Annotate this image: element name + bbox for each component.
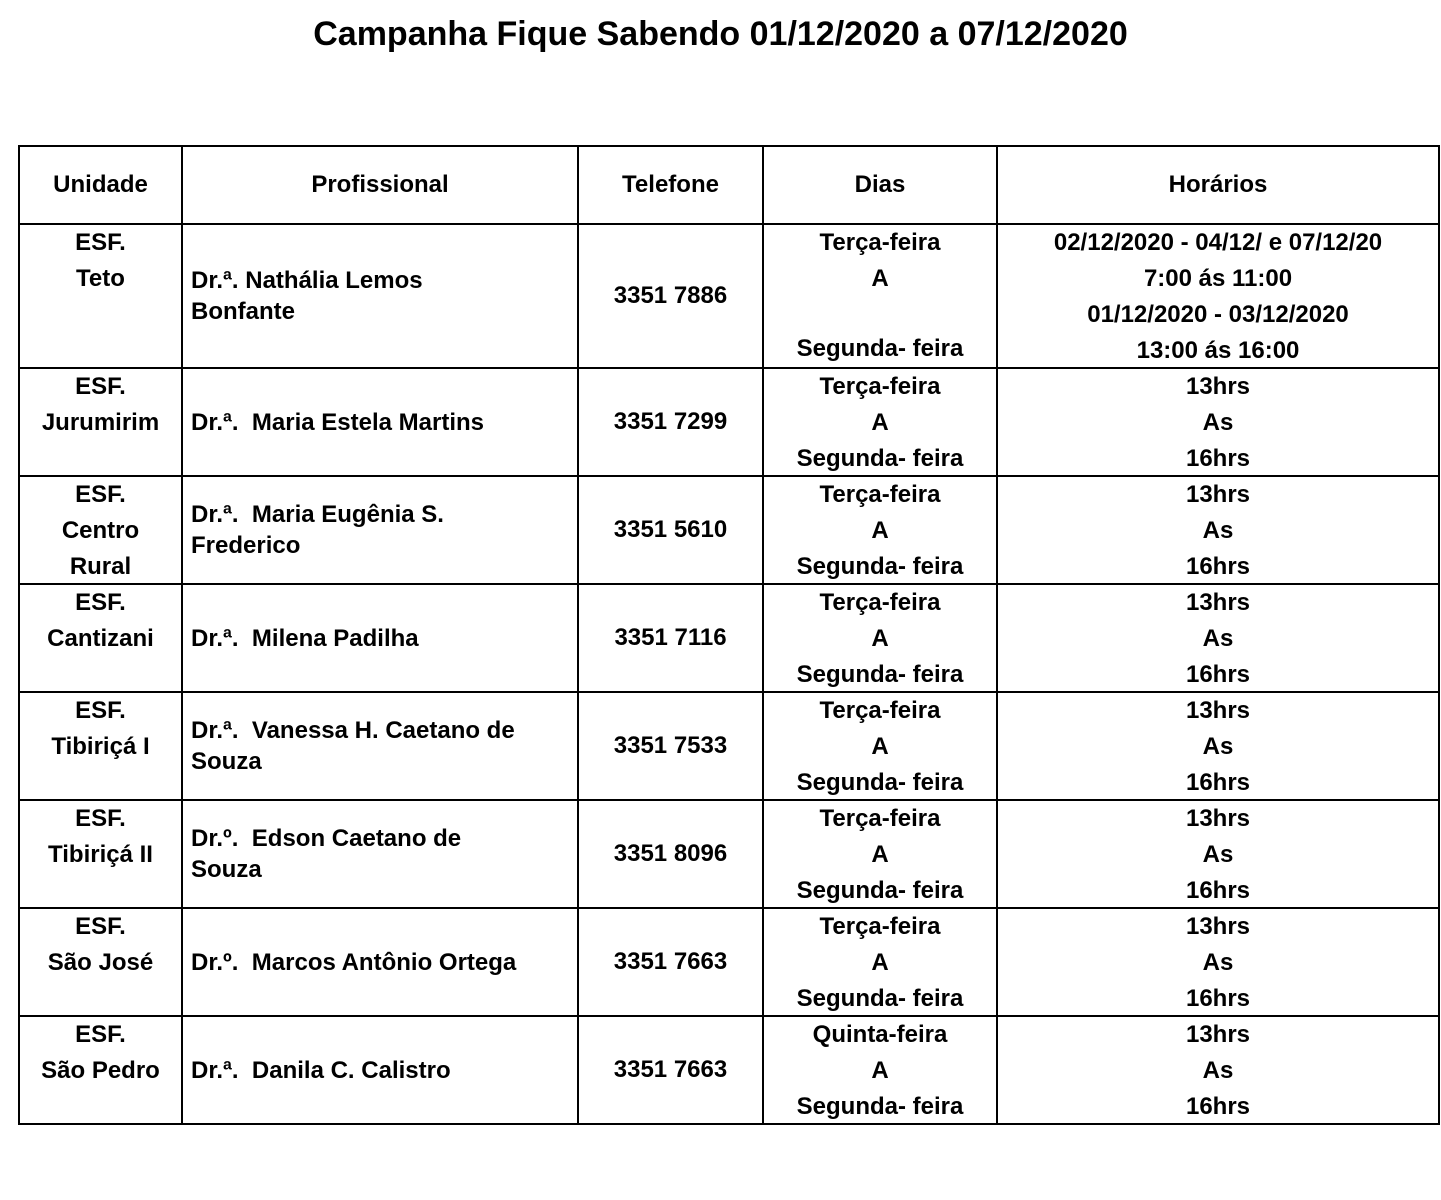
cell-unidade [19,908,182,1016]
cell-dias [763,908,997,1016]
cell-profissional [182,368,578,476]
table-row [19,908,1439,1016]
cell-horarios [997,224,1439,368]
cell-horarios [997,692,1439,800]
page-title: Campanha Fique Sabendo 01/12/2020 a 07/12/2020 [313,15,1128,53]
dias-line: A [871,1057,889,1084]
table-row [19,1016,1439,1124]
horarios-line: As [1202,1057,1234,1084]
cell-telefone: 3351 7886 [578,224,763,368]
dias-line: A [871,409,889,436]
horarios-line: 13hrs [1185,805,1251,832]
horarios-line: As [1202,733,1234,760]
horarios-line: 13hrs [1185,697,1251,724]
profissional-line: Dr.ª. Milena Padilha [191,624,419,652]
dias-line: Segunda- feira [796,445,964,472]
horarios-line: 16hrs [1185,1093,1251,1120]
profissional-line: Dr.ª. Maria Eugênia S. [191,501,444,528]
dias-line: Quinta-feira [812,1021,948,1048]
horarios-line: As [1202,625,1234,652]
unidade-line: ESF. [75,913,126,940]
profissional-line: Dr.ª. Vanessa H. Caetano de [191,717,515,744]
horarios-line: 13hrs [1185,481,1251,508]
profissional-line: Dr.º. Marcos Antônio Ortega [191,948,517,976]
cell-horarios [997,584,1439,692]
dias-line: Segunda- feira [796,769,964,796]
header-unidade: Unidade [19,146,182,224]
cell-unidade [19,800,182,908]
table-row [19,476,1439,584]
dias-line: Terça-feira [819,229,941,256]
unidade-line: Jurumirim [41,409,160,436]
horarios-line: 13hrs [1185,589,1251,616]
table-row [19,368,1439,476]
header-row [19,146,1439,224]
table-row [19,584,1439,692]
unidade-line: São José [47,949,154,976]
profissional-line: Frederico [191,532,301,559]
cell-telefone: 3351 7663 [578,1016,763,1124]
dias-line: A [871,733,889,760]
unidade-line: ESF. [75,229,126,256]
table-row [19,224,1439,368]
cell-horarios [997,1016,1439,1124]
horarios-line: As [1202,409,1234,436]
table-row [19,800,1439,908]
horarios-line: As [1202,949,1234,976]
unidade-line: Teto [76,265,125,292]
unidade-line: ESF. [75,697,126,724]
cell-unidade [19,224,182,368]
unidade-line: ESF. [75,1021,126,1048]
dias-line: Segunda- feira [796,553,964,580]
dias-spacer [764,297,996,331]
cell-profissional [182,224,578,368]
dias-line: Segunda- feira [796,985,964,1012]
cell-profissional [182,584,578,692]
dias-line: Segunda- feira [796,335,964,362]
cell-dias [763,692,997,800]
cell-horarios [997,476,1439,584]
schedule-table [18,145,1440,1125]
profissional-line: Souza [191,856,262,883]
cell-dias [763,224,997,368]
cell-horarios [997,800,1439,908]
horarios-line: 16hrs [1185,877,1251,904]
dias-line: A [871,841,889,868]
horarios-line: 13hrs [1185,913,1251,940]
cell-unidade [19,368,182,476]
dias-line: Terça-feira [819,481,941,508]
cell-dias [763,800,997,908]
unidade-line: ESF. [75,805,126,832]
profissional-line: Dr.ª. Danila C. Calistro [191,1056,451,1084]
unidade-line: Tibiriçá I [51,733,150,760]
horarios-line: 13:00 ás 16:00 [1136,337,1300,364]
dias-line: A [871,949,889,976]
cell-dias [763,1016,997,1124]
header-profissional: Profissional [182,146,578,224]
unidade-line: São Pedro [41,1057,160,1084]
cell-telefone: 3351 5610 [578,476,763,584]
cell-dias [763,476,997,584]
header-telefone: Telefone [578,146,763,224]
cell-unidade [19,1016,182,1124]
horarios-line: 16hrs [1185,445,1251,472]
cell-profissional [182,1016,578,1124]
horarios-line: As [1202,841,1234,868]
unidade-line: ESF. [75,373,126,400]
unidade-line: Tibiriçá II [48,841,153,868]
horarios-line: 7:00 ás 11:00 [1143,265,1293,292]
table-row [19,692,1439,800]
header-horarios: Horários [997,146,1439,224]
cell-telefone: 3351 7116 [578,584,763,692]
horarios-line: 16hrs [1185,661,1251,688]
profissional-line: Dr.ª. Nathália Lemos [191,267,423,294]
cell-telefone: 3351 7533 [578,692,763,800]
cell-unidade [19,584,182,692]
horarios-line: 01/12/2020 - 03/12/2020 [1087,301,1349,328]
profissional-line: Dr.º. Edson Caetano de [191,825,462,852]
unidade-line: ESF. [75,589,126,616]
cell-dias [763,584,997,692]
cell-dias [763,368,997,476]
cell-horarios [997,908,1439,1016]
dias-line: A [871,625,889,652]
dias-line: Segunda- feira [796,661,964,688]
cell-profissional [182,692,578,800]
profissional-line: Bonfante [191,298,295,325]
cell-telefone: 3351 8096 [578,800,763,908]
horarios-line: 16hrs [1185,553,1251,580]
cell-profissional [182,476,578,584]
cell-telefone: 3351 7663 [578,908,763,1016]
profissional-line: Dr.ª. Maria Estela Martins [191,408,484,436]
unidade-line: Cantizani [47,625,154,652]
unidade-line: Rural [69,553,132,580]
dias-line: A [871,265,889,292]
dias-line: A [871,517,889,544]
header-dias: Dias [763,146,997,224]
cell-profissional [182,908,578,1016]
cell-horarios [997,368,1439,476]
horarios-line: 02/12/2020 - 04/12/ e 07/12/20 [1053,229,1383,256]
dias-line: Segunda- feira [796,877,964,904]
cell-profissional [182,800,578,908]
cell-unidade [19,692,182,800]
horarios-line: 16hrs [1185,769,1251,796]
cell-telefone: 3351 7299 [578,368,763,476]
dias-line: Terça-feira [819,913,941,940]
dias-line: Terça-feira [819,697,941,724]
profissional-line: Souza [191,748,262,775]
unidade-line: ESF. [75,481,126,508]
unidade-line: Centro [61,517,140,544]
horarios-line: 13hrs [1185,373,1251,400]
horarios-line: 16hrs [1185,985,1251,1012]
horarios-line: 13hrs [1185,1021,1251,1048]
horarios-line: As [1202,517,1234,544]
dias-line: Terça-feira [819,805,941,832]
dias-line: Terça-feira [819,589,941,616]
dias-line: Segunda- feira [796,1093,964,1120]
cell-unidade [19,476,182,584]
dias-line: Terça-feira [819,373,941,400]
